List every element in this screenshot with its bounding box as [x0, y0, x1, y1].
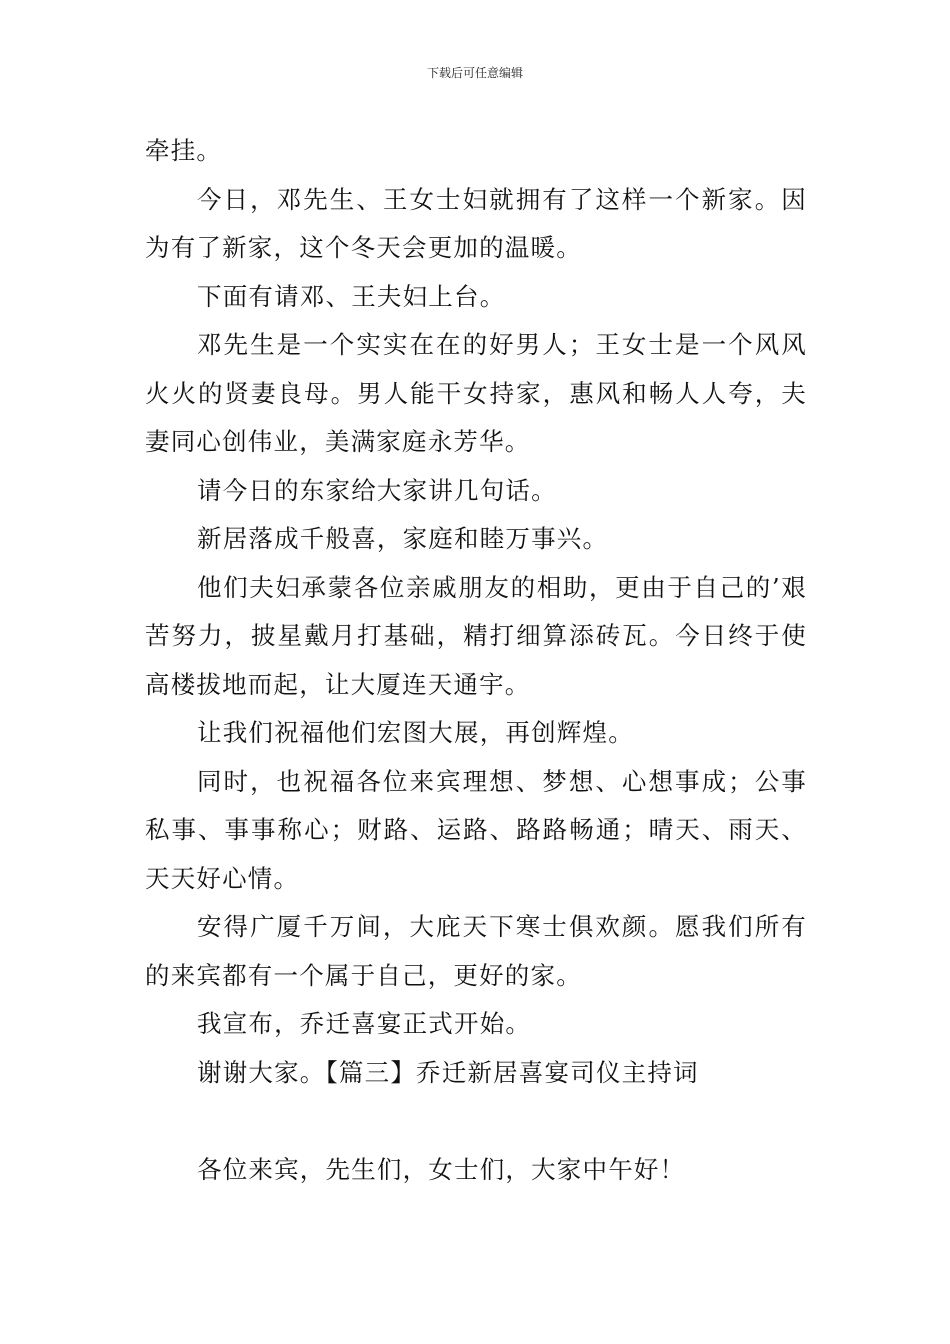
paragraph: 安得广厦千万间，大庇天下寒士俱欢颜。愿我们所有的来宾都有一个属于自己，更好的家。	[145, 912, 807, 990]
paragraph-section-heading: 谢谢大家。【篇三】乔迁新居喜宴司仪主持词	[197, 1057, 699, 1087]
paragraph: 同时，也祝福各位来宾理想、梦想、心想事成；公事私事、事事称心；财路、运路、路路畅通；晴天、雨天、天天好心情。	[145, 766, 807, 893]
blank-line	[145, 1097, 807, 1146]
paragraph: 今日，邓先生、王女士妇就拥有了这样一个新家。因为有了新家，这个冬天会更加的温暖。	[145, 184, 807, 262]
paragraph: 让我们祝福他们宏图大展，再创辉煌。	[197, 718, 634, 747]
paragraph: 请今日的东家给大家讲几句话。	[197, 475, 557, 505]
paragraph: 新居落成千般喜，家庭和睦万事兴。	[197, 524, 609, 553]
paragraph: 邓先生是一个实实在在的好男人；王女士是一个风风火火的贤妻良母。男人能干女持家，惠风和畅人人夸，夫妻同心创伟业，美满家庭永芳华。	[145, 330, 807, 456]
paragraph: 下面有请邓、王夫妇上台。	[197, 281, 506, 311]
paragraph-continuation: 牵挂。	[145, 136, 223, 165]
document-body	[145, 127, 807, 1195]
paragraph: 他们夫妇承蒙各位亲戚朋友的相助，更由于自己的’艰苦努力，披星戴月打基础，精打细算添砖瓦。今日终于使高楼拔地而起，让大厦连天通宇。	[145, 572, 807, 699]
page-header-note: 下载后可任意编辑	[426, 66, 523, 80]
paragraph-greeting: 各位来宾，先生们，女士们，大家中午好！	[197, 1155, 686, 1184]
paragraph: 我宣布，乔迁喜宴正式开始。	[197, 1009, 532, 1038]
